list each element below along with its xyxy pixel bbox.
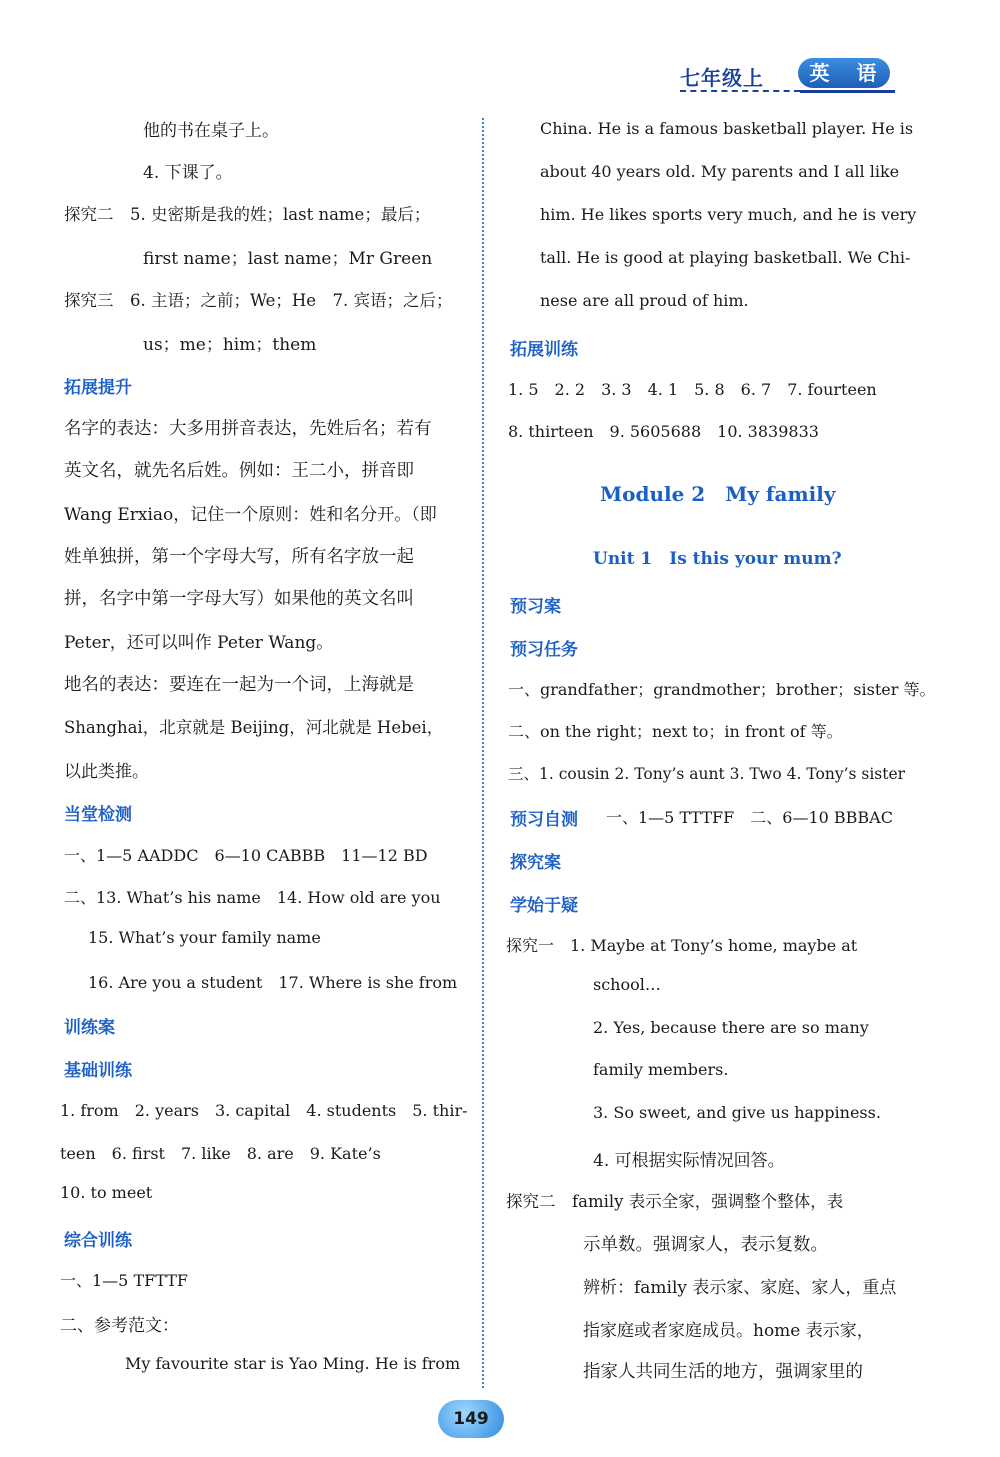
section-heading: 探究案 (510, 853, 561, 873)
text-line: China. He is a famous basketball player. He is (540, 119, 914, 138)
section-heading: 预习自测 (510, 810, 578, 830)
text-line: 10. to meet (60, 1183, 153, 1202)
text-line: 英文名，就先名后姓。例如：王二小，拼音即 (64, 461, 414, 481)
text-line: school… (593, 975, 661, 994)
subject-badge: 英 语 (798, 58, 890, 88)
text-line: about 40 years old. My parents and I all like (540, 162, 900, 181)
text-line: 16. Are you a student 17. Where is she from (88, 973, 458, 992)
text-line: 15. What’s your family name (88, 928, 321, 947)
text-line: 他的书在桌子上。 (143, 121, 279, 141)
text-line: family members. (593, 1060, 729, 1079)
text-line: 姓单独拼，第一个字母大写，所有名字放一起 (64, 547, 414, 567)
text-line: 拼，名字中第一字母大写）如果他的英文名叫 (64, 589, 414, 609)
text-line: 4. 可根据实际情况回答。 (593, 1151, 785, 1171)
text-line: 二、参考范文： (60, 1316, 179, 1336)
text-line: 二、on the right；next to；in front of 等。 (508, 722, 843, 741)
text-line: 一、1—5 TTTFF 二、6—10 BBBAC (606, 808, 893, 827)
text-line: 3. So sweet, and give us happiness. (593, 1103, 881, 1122)
text-line: 8. thirteen 9. 5605688 10. 3839833 (508, 422, 819, 441)
text-line: 1. 5 2. 2 3. 3 4. 1 5. 8 6. 7 7. fourteen (508, 380, 877, 399)
text-line: 探究一 1. Maybe at Tony’s home, maybe at (506, 936, 858, 955)
text-line: Shanghai，北京就是 Beijing，河北就是 Hebei， (64, 718, 444, 737)
text-line: 1. from 2. years 3. capital 4. students 5. thir- (60, 1101, 468, 1120)
section-heading: 训练案 (64, 1018, 115, 1038)
text-line: us；me；him；them (143, 335, 317, 355)
text-line: 探究三 6. 主语；之前；We；He 7. 宾语；之后； (64, 291, 453, 310)
text-line: My favourite star is Yao Ming. He is from (125, 1354, 461, 1373)
text-line: him. He likes sports very much, and he is very (540, 205, 917, 224)
section-heading: 当堂检测 (64, 805, 132, 825)
section-heading: 预习案 (510, 597, 561, 617)
page-header (680, 58, 895, 94)
column-divider (482, 118, 484, 1388)
section-heading: 基础训练 (64, 1061, 132, 1081)
text-line: 4. 下课了。 (143, 163, 233, 183)
text-line: Peter，还可以叫作 Peter Wang。 (64, 633, 334, 653)
text-line: teen 6. first 7. like 8. are 9. Kate’s (60, 1144, 381, 1163)
text-line: 探究二 5. 史密斯是我的姓；last name；最后； (64, 205, 431, 224)
section-heading: 综合训练 (64, 1231, 132, 1251)
text-line: Wang Erxiao，记住一个原则：姓和名分开。（即 (64, 505, 437, 525)
section-heading: 拓展训练 (510, 340, 578, 360)
text-line: first name；last name；Mr Green (143, 249, 433, 269)
section-heading: 学始于疑 (510, 896, 578, 916)
text-line: 示单数。强调家人，表示复数。 (583, 1235, 828, 1255)
header-rule-solid (800, 90, 895, 93)
text-line: tall. He is good at playing basketball. We Chi- (540, 248, 911, 267)
module-title: Module 2 My family (600, 482, 836, 506)
page-number: 149 (438, 1400, 504, 1438)
text-line: nese are all proud of him. (540, 291, 749, 310)
text-line: 地名的表达：要连在一起为一个词，上海就是 (64, 675, 414, 695)
unit-title: Unit 1 Is this your mum? (593, 549, 842, 569)
header-rule (680, 90, 800, 92)
text-line: 以此类推。 (64, 762, 149, 782)
text-line: 探究二 family 表示全家，强调整个整体，表 (506, 1192, 844, 1211)
text-line: 三、1. cousin 2. Tony’s aunt 3. Two 4. Tony’s sister (508, 765, 906, 783)
section-heading: 拓展提升 (64, 378, 132, 398)
text-line: 名字的表达：大多用拼音表达，先姓后名；若有 (64, 419, 432, 439)
text-line: 二、13. What’s his name 14. How old are you (64, 888, 441, 907)
text-line: 一、1—5 AADDC 6—10 CABBB 11—12 BD (64, 846, 428, 865)
section-heading: 预习任务 (510, 640, 578, 660)
text-line: 一、grandfather；grandmother；brother；sister 等。 (508, 680, 936, 699)
text-line: 一、1—5 TFTTF (60, 1271, 188, 1290)
grade-label: 七年级上 (680, 66, 764, 90)
text-line: 辨析：family 表示家、家庭、家人，重点 (583, 1278, 897, 1298)
text-line: 指家人共同生活的地方，强调家里的 (583, 1362, 863, 1382)
text-line: 指家庭或者家庭成员。home 表示家， (583, 1321, 874, 1341)
text-line: 2. Yes, because there are so many (593, 1018, 869, 1037)
